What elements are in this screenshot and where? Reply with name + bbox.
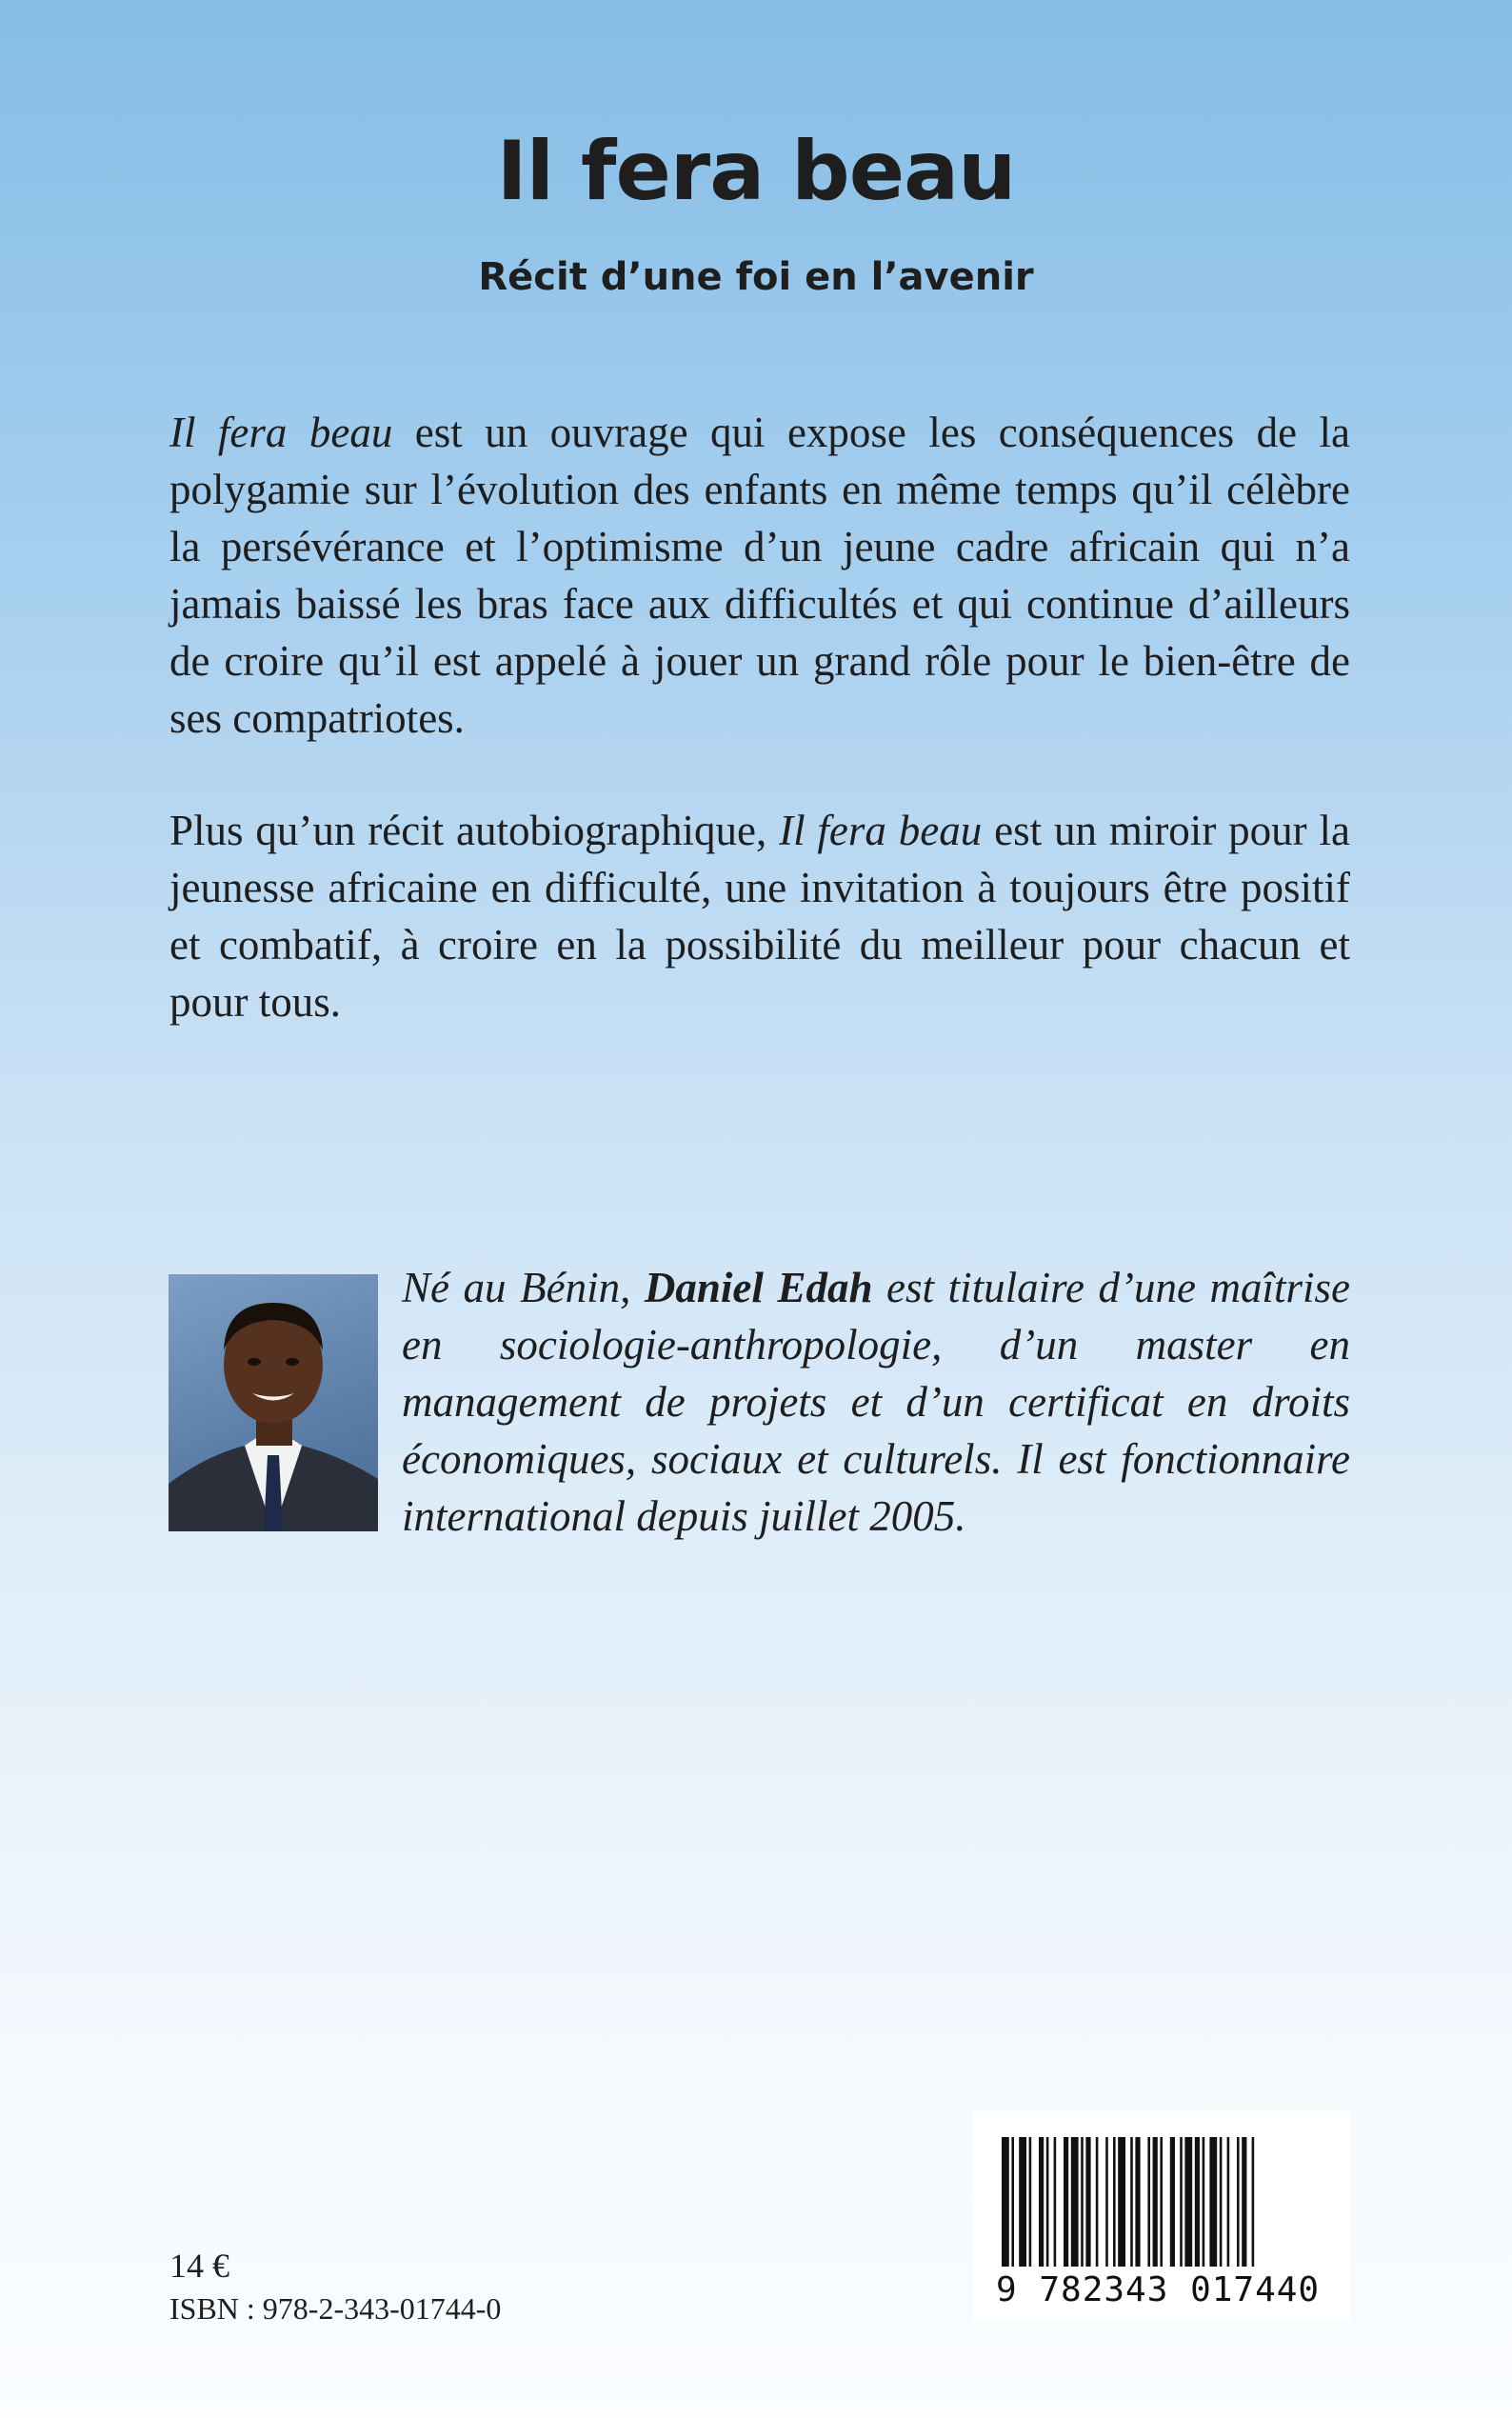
barcode bbox=[973, 2110, 1350, 2322]
title-italic: Il fera beau bbox=[169, 409, 393, 456]
bio-text: Né au Bénin, bbox=[402, 1264, 645, 1311]
barcode-digits: 9 782343 017440 bbox=[996, 2270, 1321, 2309]
author-name: Daniel Edah bbox=[644, 1264, 873, 1311]
author-photo bbox=[169, 1274, 378, 1531]
price: 14 € bbox=[169, 2247, 229, 2285]
title-italic: Il fera beau bbox=[779, 807, 983, 854]
isbn: ISBN : 978-2-343-01744-0 bbox=[169, 2291, 502, 2326]
bio-text: est titulaire d’une maîtrise en sociologie-anthropologie, d’un master en management de projets et d’un certificat en droits économiques, sociaux et culturels. Il est fonctionnaire international depuis juillet 2005. bbox=[402, 1264, 1351, 1540]
barcode-bars-icon bbox=[1002, 2137, 1322, 2267]
author-bio bbox=[402, 1259, 1350, 1545]
synopsis-paragraph-2 bbox=[169, 802, 1350, 1030]
book-subtitle: Récit d’une foi en l’avenir bbox=[478, 255, 1034, 299]
synopsis-paragraph-1 bbox=[169, 404, 1350, 747]
synopsis-text: est un ouvrage qui expose les conséquences de la polygamie sur l’évolution des enfants en même temps qu’il célèbre la persévérance et l’optimisme d’un jeune cadre africain qui n’a jamais baissé les bras face aux difficultés et qui continue d’ailleurs de croire qu’il est appelé à jouer un grand rôle pour le bien-être de ses compatriotes. bbox=[169, 409, 1350, 742]
synopsis-text: est un miroir pour la jeunesse africaine en difficulté, une invitation à toujours être positif et combatif, à croire en la possibilité du meilleur pour chacun et pour tous. bbox=[169, 807, 1350, 1026]
synopsis-text: Plus qu’un récit autobiographique, bbox=[169, 807, 780, 854]
author-portrait-icon bbox=[169, 1274, 378, 1531]
book-title: Il fera beau bbox=[496, 124, 1016, 219]
